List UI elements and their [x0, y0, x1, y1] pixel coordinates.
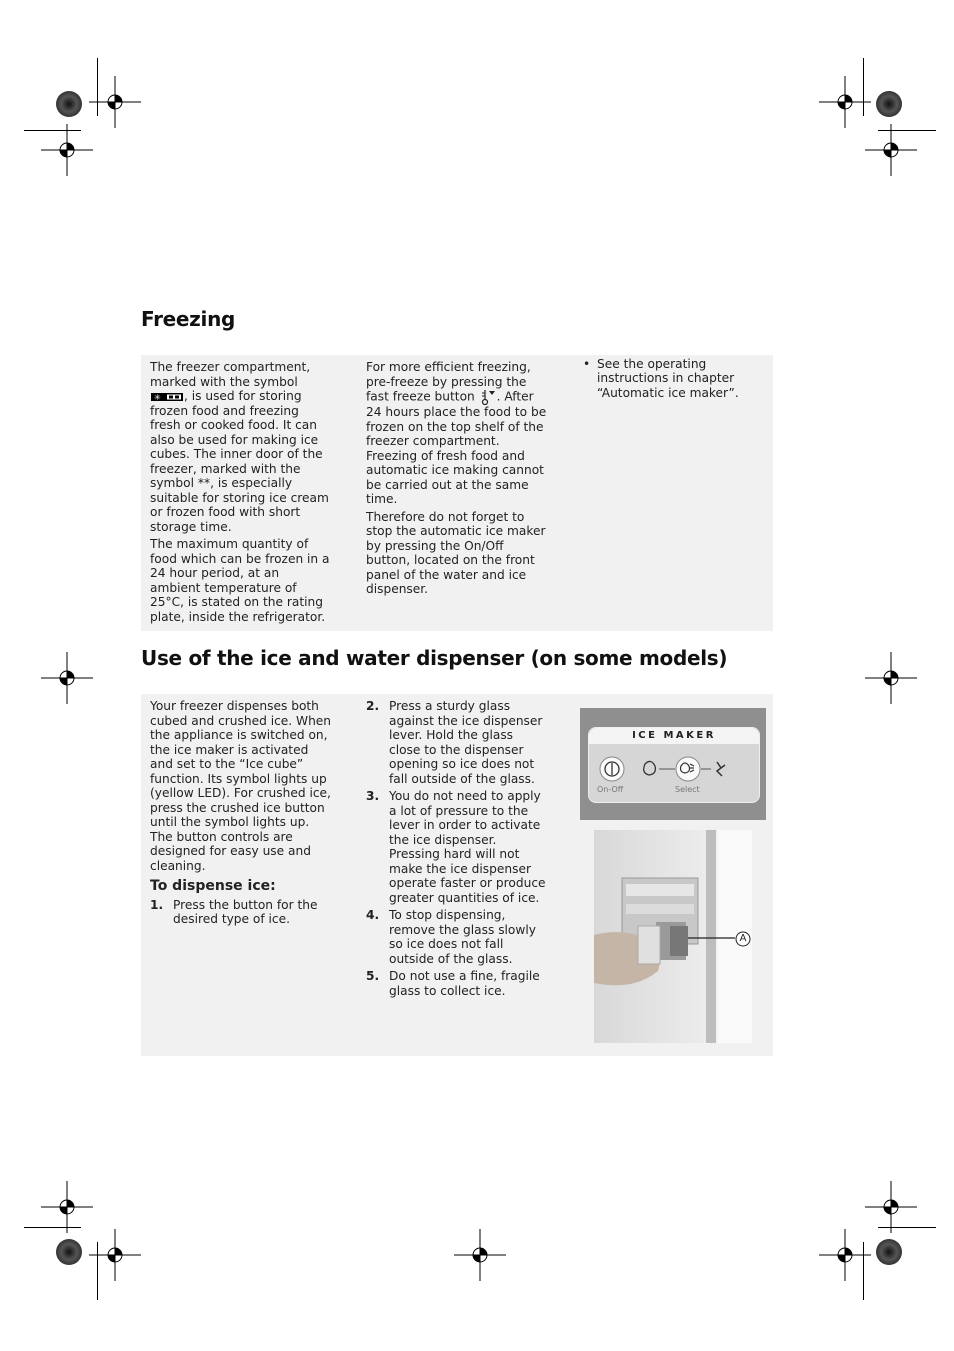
registration-mark-icon [41, 124, 93, 176]
section-title-dispenser: Use of the ice and water dispenser (on some models) [141, 646, 728, 670]
registration-mark-icon [865, 1181, 917, 1233]
ice-maker-title: ICE MAKER [589, 728, 759, 744]
dispenser-column-2 [366, 699, 547, 1001]
freezing-para-4: Therefore do not forget to stop the automatic ice maker by pressing the On/Off button, located on the front panel of the water and ice dispenser. [366, 509, 546, 596]
color-bar-icon [56, 1239, 82, 1265]
fast-freeze-icon [479, 389, 497, 405]
list-item: 2. Press a sturdy glass against the ice dispenser lever. Hold the glass close to the dispenser opening so ice does not fall outside of the glass. [366, 699, 543, 786]
registration-mark-icon [454, 1229, 506, 1281]
registration-mark-icon [89, 76, 141, 128]
dispenser-intro: Your freezer dispenses both cubed and crushed ice. When the appliance is switched on, the ice maker is activated and set to the “Ice cube” function. Its symbol lights up (yellow LED). For crushed ice, press the crushed ice button until the symbol lights up. The button controls are designed for easy use and cleaning. [150, 699, 332, 873]
steps-list-b [366, 699, 547, 998]
freezing-column-1 [150, 360, 332, 627]
freezing-column-2 [366, 360, 548, 600]
list-item: 1. Press the button for the desired type of ice. [150, 897, 318, 926]
registration-mark-icon [819, 76, 871, 128]
color-bar-icon [876, 1239, 902, 1265]
ice-maker-panel [588, 727, 760, 803]
steps-list-a [150, 898, 332, 927]
ice-maker-panel-photo [580, 708, 766, 820]
registration-mark-icon [41, 652, 93, 704]
section-title-freezing: Freezing [141, 307, 236, 331]
registration-mark-icon [865, 124, 917, 176]
freezer-symbol-icon [150, 392, 184, 402]
list-item: 4. To stop dispensing, remove the glass slowly so ice does not fall outside of the glass. [366, 908, 536, 966]
registration-mark-icon [865, 652, 917, 704]
bullet-icon: • [583, 357, 591, 371]
color-bar-icon [56, 91, 82, 117]
onoff-label: On-Off [597, 785, 624, 794]
registration-mark-icon [41, 1181, 93, 1233]
freezing-para-2: The maximum quantity of food which can be frozen in a 24 hour period, at an ambient temperature of 25°C, is stated on the rating plate, inside the refrigerator. [150, 537, 330, 624]
freezing-para-3: For more efficient freezing, pre-freeze by pressing the fast freeze button . After 24 hours place the food to be frozen on the top shelf of the freezer compartment. Freezing of fresh food and automatic ice making cannot be carried out at the same time. [366, 360, 547, 506]
list-item: 3. You do not need to apply a lot of pressure to the lever in order to activate the ice dispenser. Pressing hard will not make the ice dispenser operate faster or produce greater quantities of ice. [366, 789, 546, 905]
select-label: Select [675, 785, 700, 794]
registration-mark-icon [819, 1229, 871, 1281]
subheading-dispense-ice: To dispense ice: [150, 878, 276, 894]
svg-text:✳: ✳ [154, 392, 161, 402]
list-item: 5. Do not use a fine, fragile glass to collect ice. [366, 969, 540, 998]
color-bar-icon [876, 91, 902, 117]
callout-label: A [739, 933, 747, 944]
list-item: • See the operating instructions in chapter “Automatic ice maker”. [583, 357, 739, 400]
freezing-para-1: The freezer compartment, marked with the symbol ✳ , is used for storing frozen food and freezing fresh or cooked food. It can also be used for making ice cubes. The inner door of the freezer, marked with the symbol **, is especially suitable for storing ice cream or frozen food with short storage time. [150, 360, 329, 534]
freezing-column-3 [583, 357, 753, 400]
registration-mark-icon [89, 1229, 141, 1281]
dispenser-column-1 [150, 699, 332, 930]
